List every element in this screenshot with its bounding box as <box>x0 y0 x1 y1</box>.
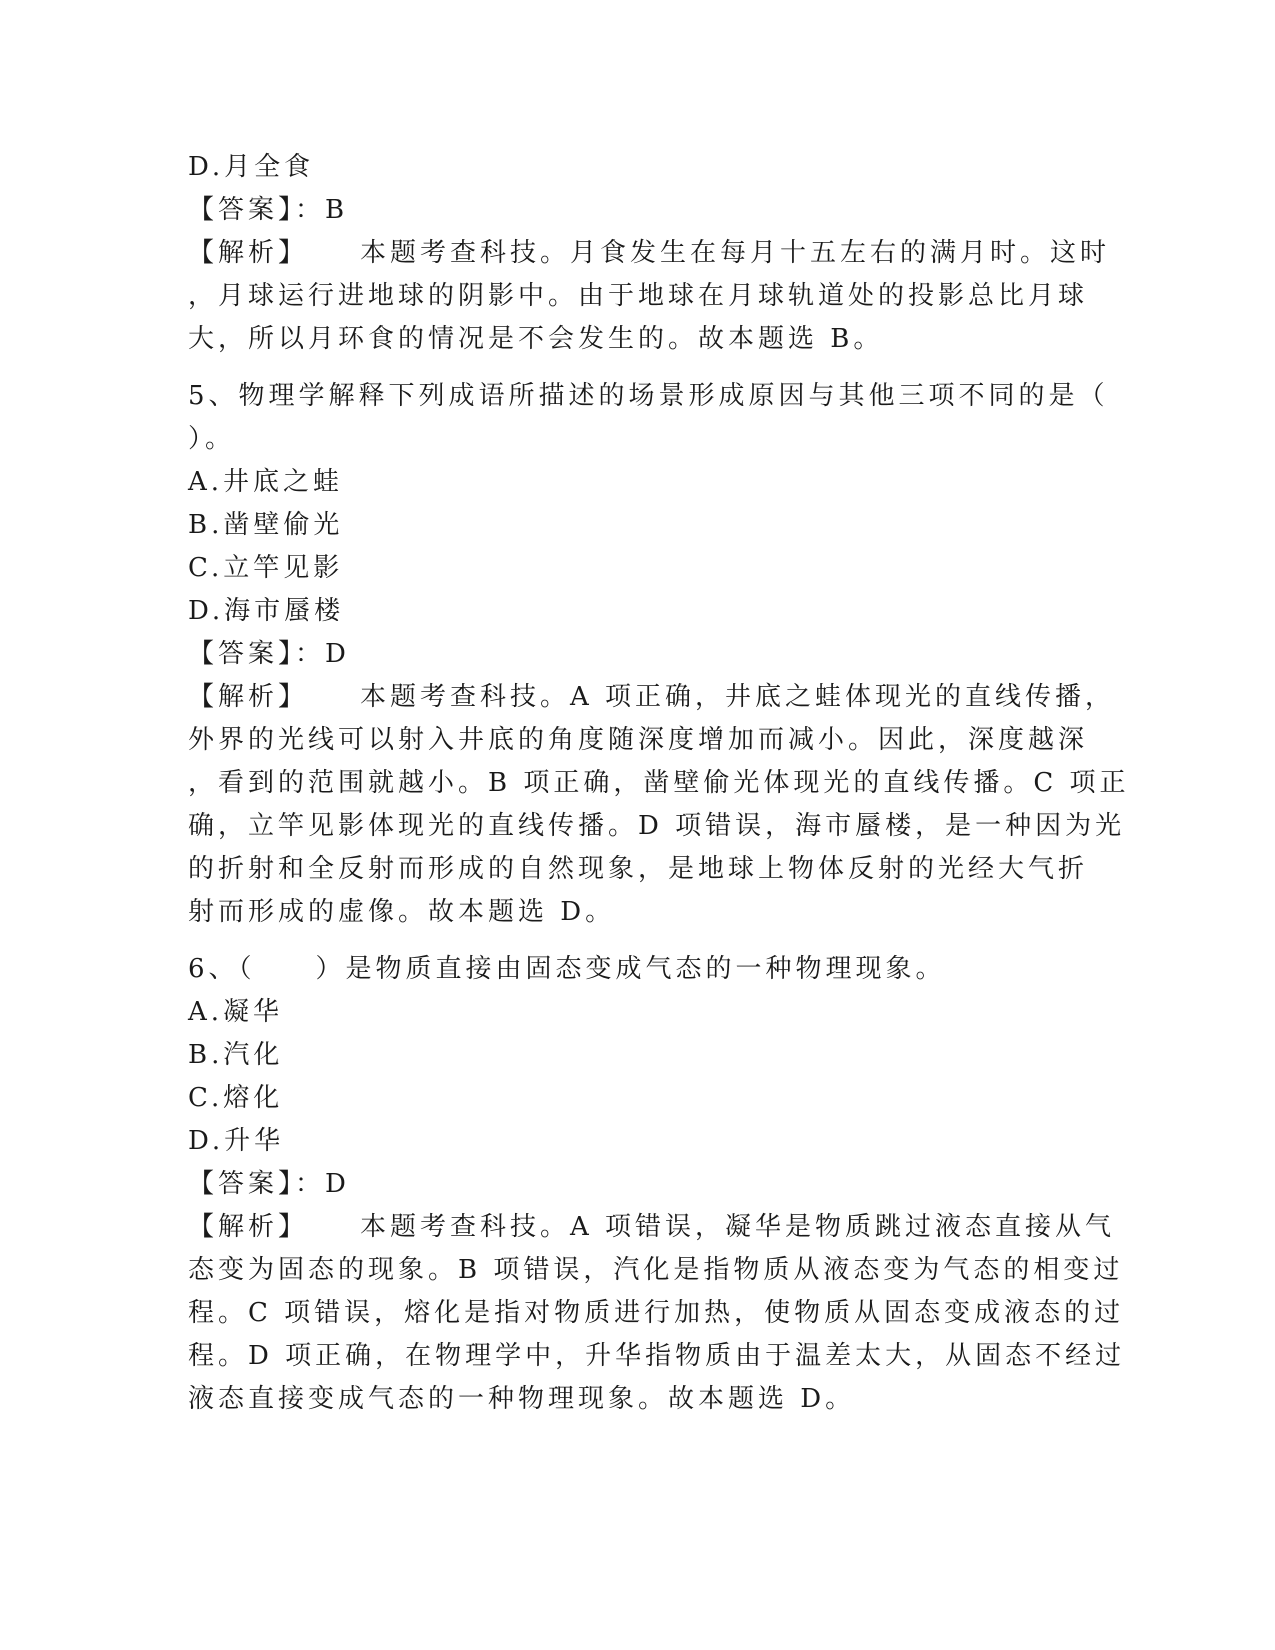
analysis-label: 【解析】 <box>188 682 309 712</box>
answer-separator: ： <box>295 1169 326 1199</box>
answer-label: 【答案】 <box>188 639 296 669</box>
analysis-line-1 <box>188 232 1111 275</box>
analysis-line-4: 程。D 项正确，在物理学中，升华指物质由于温差太大，从固态不经过 <box>188 1341 1126 1371</box>
option-a: A.凝华 <box>188 997 284 1027</box>
analysis-text: 本题考查科技。月食发生在每月十五左右的满月时。这时 <box>360 238 1111 268</box>
option-a: A.井底之蛙 <box>188 467 344 497</box>
analysis-line-4: 确，立竿见影体现光的直线传播。D 项错误，海市蜃楼，是一种因为光 <box>188 811 1126 841</box>
option-b: B.凿壁偷光 <box>188 510 344 540</box>
answer-label: 【答案】 <box>188 195 296 225</box>
analysis-line-3: 程。C 项错误，熔化是指对物质进行加热，使物质从固态变成液态的过 <box>188 1298 1125 1328</box>
analysis-line-5: 的折射和全反射而形成的自然现象，是地球上物体反射的光经大气折 <box>188 854 1089 884</box>
answer-label: 【答案】 <box>188 1169 296 1199</box>
answer-value: B <box>325 195 349 225</box>
question-stem-line-1: 6、（ ）是物质直接由固态变成气态的一种物理现象。 <box>188 954 946 984</box>
answer-line <box>188 189 1088 232</box>
analysis-line-6: 射而形成的虚像。故本题选 D。 <box>188 897 616 927</box>
option-c: C.立竿见影 <box>188 553 344 583</box>
question-stem-line-1: 5、物理学解释下列成语所描述的场景形成原因与其他三项不同的是（ <box>188 381 1109 411</box>
question-stem-line-2: ）。 <box>188 424 236 454</box>
analysis-line-1 <box>188 1206 1116 1249</box>
analysis-line-1 <box>188 676 1116 719</box>
analysis-label: 【解析】 <box>188 1212 309 1242</box>
analysis-label: 【解析】 <box>188 238 309 268</box>
analysis-line-3: 大，所以月环食的情况是不会发生的。故本题选 B。 <box>188 324 884 354</box>
answer-value: D <box>325 1169 350 1199</box>
answer-line <box>188 633 1088 676</box>
analysis-line-5: 液态直接变成气态的一种物理现象。故本题选 D。 <box>188 1384 856 1414</box>
document-page <box>188 146 1130 1421</box>
question-5 <box>188 375 1130 934</box>
answer-value: D <box>325 639 350 669</box>
analysis-line-2: ，月球运行进地球的阴影中。由于地球在月球轨道处的投影总比月球 <box>188 281 1089 311</box>
option-d: D.海市蜃楼 <box>188 596 345 626</box>
analysis-line-3: ，看到的范围就越小。B 项正确，凿壁偷光体现光的直线传播。C 项正 <box>188 768 1130 798</box>
analysis-text: 本题考查科技。A 项错误，凝华是物质跳过液态直接从气 <box>360 1212 1116 1242</box>
option-c: C.熔化 <box>188 1083 284 1113</box>
answer-separator: ： <box>295 195 326 225</box>
analysis-line-2: 态变为固态的现象。B 项错误，汽化是指物质从液态变为气态的相变过 <box>188 1255 1124 1285</box>
question-4-tail <box>188 146 1111 361</box>
option-b: B.汽化 <box>188 1040 284 1070</box>
question-6 <box>188 948 1126 1421</box>
answer-separator: ： <box>295 639 326 669</box>
analysis-line-2: 外界的光线可以射入井底的角度随深度增加而减小。因此，深度越深 <box>188 725 1089 755</box>
analysis-text: 本题考查科技。A 项正确，井底之蛙体现光的直线传播， <box>360 682 1116 712</box>
option-d: D.升华 <box>188 1126 285 1156</box>
answer-line <box>188 1163 1088 1206</box>
option-d: D.月全食 <box>188 152 315 182</box>
